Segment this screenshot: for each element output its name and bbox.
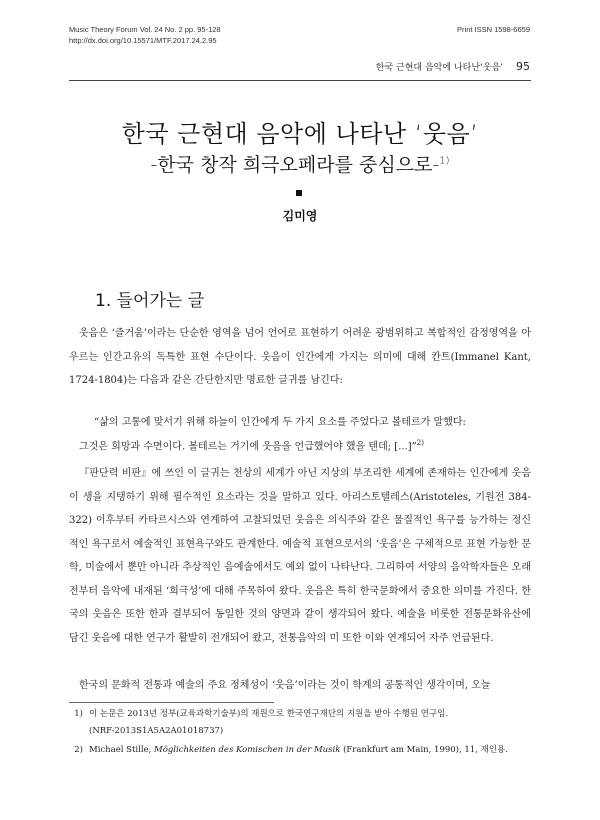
subtitle-text: -한국 창작 희극오페라를 중심으로- bbox=[150, 154, 440, 176]
subtitle-footnote-marker[interactable]: 1) bbox=[439, 155, 450, 167]
title-separator-mark bbox=[296, 190, 302, 196]
footnote-1-grant-number: (NRF-2013S1A5A2A01018737) bbox=[89, 726, 224, 736]
footnote-1-number: 1) bbox=[74, 709, 83, 719]
footnote-2-author: Michael Stille, bbox=[89, 745, 152, 755]
page-number: 95 bbox=[516, 60, 530, 73]
paragraph-3: 한국의 문화적 전통과 예술의 주요 정체성이 ‘웃음’이라는 것이 학계의 공통적인 생각이며, 오늘 bbox=[79, 680, 491, 691]
quote-line-2-text: 그것은 희망과 수면이다. 볼테르는 거기에 웃음을 언급했어야 했을 텐데; [...]” bbox=[79, 441, 417, 453]
author-name: 김미영 bbox=[282, 209, 318, 223]
paragraph-2: 『판단력 비판』에 쓰인 이 글귀는 천상의 세계가 아닌 지상의 부조리한 세계에 존재하는 인간에게 웃음이 생을 지탱하기 위해 필수적인 요소라는 것을 말하고 있다. 아리스토텔레스(Aristoteles, 기원전 384-322) 이후부터 카타르시스와 연계하여 고찰되었던 웃음은 의식주와 같은 물질적인 욕구를 능가하는 정신적인 욕구로서 예술적인 표현욕구와도 관계한다. 예술적 표현으로서의 ‘웃음’은 구체적으로 표현 가능한 문학, 미술에서 뿐만 아니라 추상적인 음예술에서도 예외 없이 나타난다. 그리하여 서양의 음악학자들은 오래전부터 음악에 내재된 ‘희극성’에 대해 주목하여 왔다. 웃음은 특히 한국문화에서 중요한 의미를 가진다. 한국의 웃음은 또한 한과 결부되어 동일한 것의 양면과 같이 생각되어 왔다. 예술을 비롯한 전통문화유산에 담긴 웃음에 대한 연구가 활발히 전개되어 왔고, 전통음악의 미 또한 이와 연계되어 자주 언급된다. bbox=[69, 468, 531, 644]
section-heading: 1. 들어가는 글 bbox=[95, 291, 205, 311]
footnote-2-number: 2) bbox=[74, 745, 83, 755]
issn: Print ISSN 1598-6659 bbox=[457, 25, 530, 34]
quote-line-1: “삶의 고통에 맞서기 위해 하늘이 인간에게 두 가지 요소를 주었다고 볼테르가 말했다: bbox=[94, 417, 466, 428]
journal-citation: Music Theory Forum Vol. 24 No. 2 pp. 95-128 bbox=[69, 25, 221, 34]
running-head-title: 한국 근현대 음악에 나타난‘웃음’ bbox=[375, 63, 504, 73]
quote-footnote-marker[interactable]: 2) bbox=[416, 439, 424, 447]
footnote-rule bbox=[69, 702, 274, 703]
journal-info bbox=[69, 24, 221, 46]
running-head bbox=[376, 60, 530, 73]
footnote-2 bbox=[69, 742, 531, 759]
doi-link[interactable]: http://dx.doi.org/10.15571/MTF.2017.24.2.95 bbox=[69, 36, 217, 45]
article-title: 한국 근현대 음악에 나타난 ‘웃음’ bbox=[121, 120, 479, 148]
quote-line-2 bbox=[79, 433, 531, 457]
article-subtitle bbox=[0, 150, 600, 177]
header-rule bbox=[69, 80, 531, 81]
footnote-2-details: (Frankfurt am Main, 1990), 11, 재인용. bbox=[343, 745, 508, 755]
footnote-1 bbox=[69, 706, 531, 740]
footnote-2-book-title: Möglichkeiten des Komischen in der Musik bbox=[154, 745, 341, 755]
paragraph-1: 웃음은 ‘즐거움’이라는 단순한 영역을 넘어 언어로 표현하기 어려운 광범위하고 복합적인 감정영역을 아우르는 인간고유의 독특한 표현 수단이다. 웃음이 인간에게 가지는 의미에 대해 칸트(Immanel Kant, 1724-1804)는 다음과 같은 간단한지만 명료한 글귀를 남긴다: bbox=[69, 328, 531, 386]
footnote-1-text: 이 논문은 2013년 정부(교육과학기술부)의 재원으로 한국연구재단의 지원을 받아 수행된 연구임. bbox=[89, 709, 449, 719]
block-quote bbox=[79, 412, 531, 457]
